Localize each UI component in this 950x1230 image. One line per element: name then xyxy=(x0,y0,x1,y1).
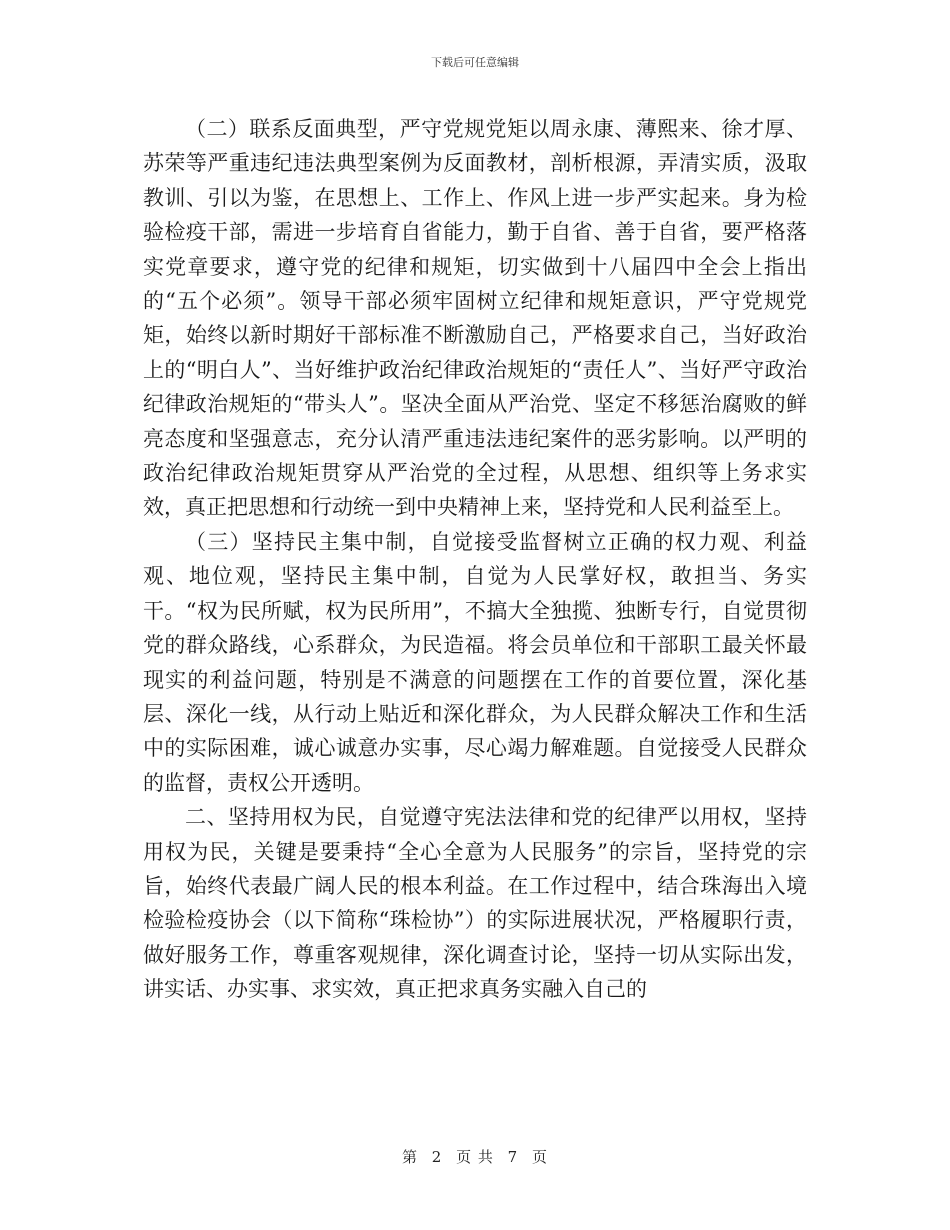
footer-mid: 页 共 xyxy=(456,1148,494,1166)
document-body xyxy=(143,112,807,1007)
footer-prefix: 第 xyxy=(401,1148,418,1166)
paragraph-section-2: （二）联系反面典型，严守党规党矩以周永康、薄熙来、徐才厚、苏荣等严重违纪违法典型案例为反面教材，剖析根源，弄清实质，汲取教训、引以为鉴，在思想上、工作上、作风上进一步严实起来。身为检验检疫干部，需进一步培育自省能力，勤于自省、善于自省，要严格落实党章要求，遵守党的纪律和规矩，切实做到十八届四中全会上指出的“五个必须”。领导干部必须牢固树立纪律和规矩意识，严守党规党矩，始终以新时期好干部标准不断激励自己，严格要求自己，当好政治上的“明白人”、当好维护政治纪律政治规矩的“责任人”、当好严守政治纪律政治规矩的“带头人”。坚决全面从严治党、坚定不移惩治腐败的鲜亮态度和坚强意志，充分认清严重违法违纪案件的恶劣影响。以严明的政治纪律政治规矩贯穿从严治党的全过程，从思想、组织等上务求实效，真正把思想和行动统一到中央精神上来，坚持党和人民利益至上。 xyxy=(143,117,807,520)
paragraph-part-2: 二、坚持用权为民，自觉遵守宪法法律和党的纪律严以用权，坚持用权为民，关键是要秉持“全心全意为人民服务”的宗旨，坚持党的宗旨，始终代表最广阔人民的根本利益。在工作过程中，结合珠海出入境检验检疫协会（以下简称“珠检协”）的实际进展状况，严格履职行责，做好服务工作，尊重客观规律，深化调查讨论，坚持一切从实际出发，讲实话、办实事、求实效，真正把求真务实融入自己的 xyxy=(143,805,807,1002)
page-footer xyxy=(0,1146,950,1167)
footer-suffix: 页 xyxy=(532,1148,549,1166)
paragraph-section-3: （三）坚持民主集中制，自觉接受监督树立正确的权力观、利益观、地位观，坚持民主集中制，自觉为人民掌好权，敢担当、务实干。“权为民所赋，权为民所用”，不搞大全独揽、独断专行，自觉贯彻党的群众路线，心系群众，为民造福。将会员单位和干部职工最关怀最现实的利益问题，特别是不满意的问题摆在工作的首要位置，深化基层、深化一线，从行动上贴近和深化群众，为人民群众解决工作和生活中的实际困难，诚心诚意办实事，尽心竭力解难题。自觉接受人民群众的监督，责权公开透明。 xyxy=(143,529,807,795)
footer-total-pages: 7 xyxy=(507,1148,519,1166)
page-header: 下载后可任意编辑 xyxy=(431,56,519,69)
footer-page-number: 2 xyxy=(431,1148,443,1166)
